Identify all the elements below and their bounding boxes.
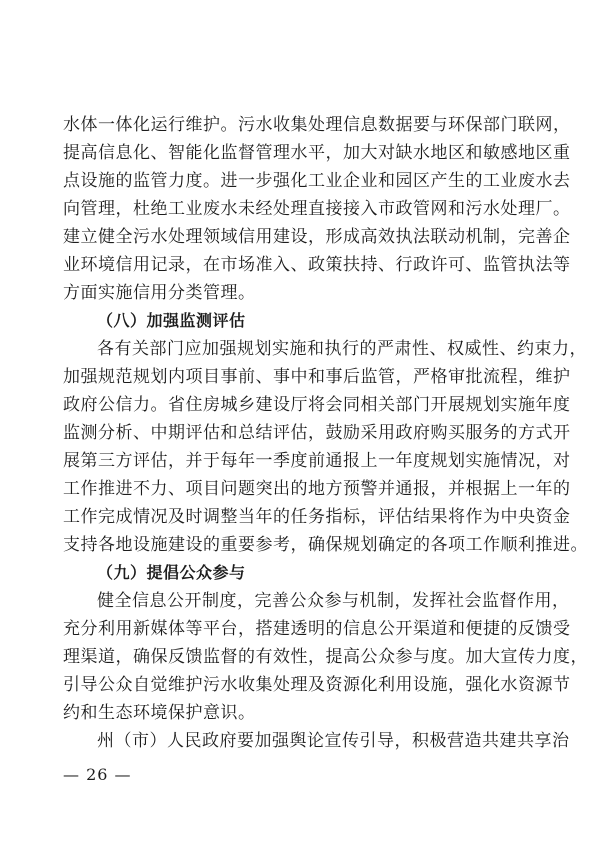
body-text-line: 方面实施信用分类管理。 bbox=[63, 283, 256, 303]
body-text-line: 监测分析、中期评估和总结评估，鼓励采用政府购买服务的方式开 bbox=[63, 423, 571, 443]
body-text-line: 各有关部门应加强规划实施和执行的严肃性、权威性、约束力， bbox=[97, 339, 587, 359]
page-number: — 26 — bbox=[63, 765, 132, 784]
body-text-line: 健全信息公开制度，完善公众参与机制，发挥社会监督作用， bbox=[97, 591, 570, 611]
body-text-line: 充分利用新媒体等平台，搭建透明的信息公开渠道和便捷的反馈受 bbox=[63, 619, 571, 639]
body-text-line: 支持各地设施建设的重要参考，确保规划确定的各项工作顺利推进。 bbox=[63, 535, 588, 555]
body-text-line: 工作完成情况及时调整当年的任务指标，评估结果将作为中央资金 bbox=[63, 507, 571, 527]
body-text-line: 工作推进不力、项目问题突出的地方预警并通报，并根据上一年的 bbox=[63, 479, 571, 499]
body-text-line: 展第三方评估，并于每年一季度前通报上一年度规划实施情况，对 bbox=[63, 451, 571, 471]
section-heading-monitoring: （八）加强监测评估 bbox=[97, 311, 246, 330]
body-text-line: 向管理，杜绝工业废水未经处理直接接入市政管网和污水处理厂。 bbox=[63, 199, 571, 219]
body-text-line: 州（市）人民政府要加强舆论宣传引导，积极营造共建共享治 bbox=[97, 731, 570, 751]
body-text-line: 点设施的监管力度。进一步强化工业企业和园区产生的工业废水去 bbox=[63, 171, 571, 191]
body-text-line: 约和生态环境保护意识。 bbox=[63, 703, 256, 723]
body-text-line: 业环境信用记录，在市场准入、政策扶持、行政许可、监管执法等 bbox=[63, 255, 571, 275]
body-text-line: 引导公众自觉维护污水收集处理及资源化利用设施，强化水资源节 bbox=[63, 675, 571, 695]
body-text-line: 提高信息化、智能化监督管理水平，加大对缺水地区和敏感地区重 bbox=[63, 143, 571, 163]
section-heading-public-participation: （九）提倡公众参与 bbox=[97, 563, 246, 582]
body-text-line: 建立健全污水处理领域信用建设，形成高效执法联动机制，完善企 bbox=[63, 227, 571, 247]
body-text-line: 理渠道，确保反馈监督的有效性，提高公众参与度。加大宣传力度， bbox=[63, 647, 588, 667]
body-text-line: 水体一体化运行维护。污水收集处理信息数据要与环保部门联网， bbox=[63, 115, 571, 135]
body-text-line: 政府公信力。省住房城乡建设厅将会同相关部门开展规划实施年度 bbox=[63, 395, 571, 415]
body-text-line: 加强规范规划内项目事前、事中和事后监管，严格审批流程，维护 bbox=[63, 367, 571, 387]
